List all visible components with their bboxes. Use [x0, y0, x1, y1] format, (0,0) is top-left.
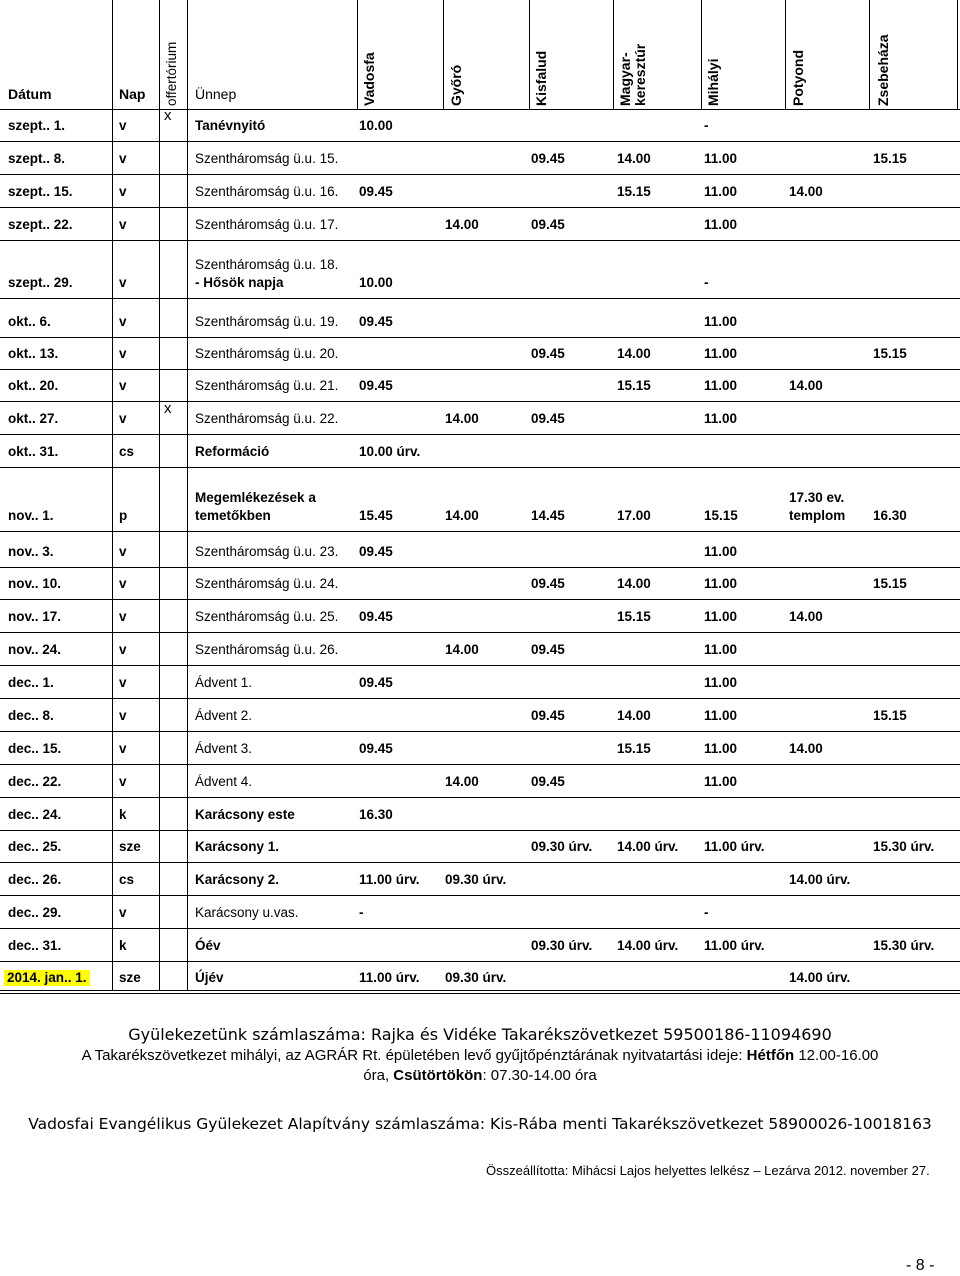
cell-holiday: Karácsony 2. — [195, 872, 280, 887]
cell-gyoro: 09.30 úrv. — [445, 872, 507, 887]
cell-vadosfa: 11.00 úrv. — [359, 970, 420, 985]
cell-holiday: Óév — [195, 938, 221, 953]
cell-holiday: Szentháromság ü.u. 16. — [195, 184, 339, 199]
cell-potyond: 14.00 — [789, 378, 823, 393]
cell-date: okt.. 13. — [8, 346, 59, 361]
cell-potyond: 14.00 — [789, 741, 823, 756]
cell-day: cs — [119, 444, 135, 459]
cell-gyoro: 14.00 — [445, 642, 479, 657]
header-potyond: Potyond — [790, 50, 806, 106]
cell-date: szept.. 29. — [8, 275, 73, 290]
cell-day: v — [119, 708, 127, 723]
cell-holiday: Ádvent 4. — [195, 774, 253, 789]
column-divider — [443, 0, 444, 110]
cell-vadosfa: 09.45 — [359, 544, 393, 559]
cell-holiday: Reformáció — [195, 444, 270, 459]
cell-kisfalud: 09.30 úrv. — [531, 938, 593, 953]
row-divider — [0, 337, 960, 338]
cell-mihalyi: - — [704, 905, 709, 920]
cell-potyond: 14.00 — [789, 609, 823, 624]
cell-date: nov.. 17. — [8, 609, 62, 624]
cell-holiday: Ádvent 1. — [195, 675, 253, 690]
cell-mihalyi: 11.00 — [704, 774, 738, 789]
row-divider — [0, 895, 960, 896]
row-divider — [0, 467, 960, 468]
cell-vadosfa: 16.30 — [359, 807, 393, 822]
cell-gyoro: 14.00 — [445, 217, 479, 232]
cell-holiday: Szentháromság ü.u. 23. — [195, 544, 339, 559]
page-number: - 8 - — [906, 1257, 935, 1274]
row-divider — [0, 599, 960, 600]
cell-gyoro: 14.00 — [445, 508, 479, 523]
cell-day: p — [119, 508, 128, 523]
cell-mihalyi: 11.00 — [704, 184, 738, 199]
cell-holiday: Szentháromság ü.u. 26. — [195, 642, 339, 657]
cell-date: okt.. 20. — [8, 378, 59, 393]
compiled-by: Összeállította: Mihácsi Lajos helyettes lelkész – Lezárva 2012. november 27. — [486, 1163, 930, 1178]
cell-gyoro: 14.00 — [445, 411, 479, 426]
cell-holiday: Ádvent 2. — [195, 708, 253, 723]
account-line-2: Vadosfai Evangélikus Gyülekezet Alapítvány számlaszáma: Kis-Rába menti Takarékszövetkezet 58900026-10018163 — [28, 1115, 932, 1133]
cell-mihalyi: 11.00 úrv. — [704, 938, 765, 953]
cell-potyond-line2: templom — [789, 508, 846, 523]
row-divider — [0, 401, 960, 402]
cell-mihalyi: 11.00 — [704, 576, 738, 591]
cell-kisfalud: 09.45 — [531, 217, 565, 232]
cell-date: dec.. 22. — [8, 774, 62, 789]
row-divider — [0, 862, 960, 863]
cell-day: v — [119, 642, 127, 657]
cell-potyond: 14.00 úrv. — [789, 872, 851, 887]
table-bottom-line — [0, 990, 960, 991]
cell-holiday: Szentháromság ü.u. 18. — [195, 257, 339, 272]
cell-date: szept.. 15. — [8, 184, 73, 199]
cell-date: szept.. 1. — [8, 118, 66, 133]
cell-zsebe: 15.30 úrv. — [873, 839, 935, 854]
cell-vadosfa: 09.45 — [359, 609, 393, 624]
row-divider — [0, 993, 960, 994]
cell-date: okt.. 6. — [8, 314, 51, 329]
row-divider — [0, 830, 960, 831]
header-gyoro: Győró — [448, 64, 464, 106]
cell-holiday: Karácsony 1. — [195, 839, 280, 854]
cell-day: v — [119, 184, 127, 199]
cell-date: nov.. 10. — [8, 576, 62, 591]
cell-zsebe: 15.15 — [873, 708, 907, 723]
cell-day: v — [119, 217, 127, 232]
cell-date: dec.. 8. — [8, 708, 54, 723]
cell-day: sze — [119, 970, 141, 985]
column-divider — [785, 0, 786, 110]
cell-day: v — [119, 576, 127, 591]
cell-magyar: 14.00 — [617, 151, 651, 166]
header-vadosfa: Vadosfa — [361, 52, 377, 106]
cell-magyar: 14.00 úrv. — [617, 938, 679, 953]
cell-zsebe: 15.15 — [873, 346, 907, 361]
row-divider — [0, 632, 960, 633]
cell-date: dec.. 1. — [8, 675, 54, 690]
cell-holiday: Szentháromság ü.u. 21. — [195, 378, 339, 393]
cell-kisfalud: 14.45 — [531, 508, 565, 523]
cell-vadosfa: 10.00 — [359, 118, 393, 133]
row-divider — [0, 531, 960, 532]
cell-vadosfa: 09.45 — [359, 675, 393, 690]
cell-mihalyi: 11.00 — [704, 378, 738, 393]
column-divider — [112, 0, 113, 990]
office-hours-line-1: A Takarékszövetkezet mihályi, az AGRÁR Rt. épületében levő gyűjtőpénztárának nyitvatartási ideje: Hétfőn 12.00-16.00 — [81, 1047, 879, 1064]
column-divider — [869, 0, 870, 110]
cell-zsebe: 16.30 — [873, 508, 907, 523]
cell-day: v — [119, 411, 127, 426]
cell-date: okt.. 31. — [8, 444, 59, 459]
cell-day: v — [119, 609, 127, 624]
cell-date: nov.. 3. — [8, 544, 54, 559]
cell-vadosfa: 10.00 — [359, 275, 393, 290]
header-divider — [0, 109, 960, 110]
cell-mihalyi: 11.00 — [704, 346, 738, 361]
cell-mihalyi: 11.00 — [704, 642, 738, 657]
cell-kisfalud: 09.45 — [531, 708, 565, 723]
cell-day: v — [119, 275, 127, 290]
cell-date: dec.. 24. — [8, 807, 62, 822]
cell-holiday: Szentháromság ü.u. 22. — [195, 411, 339, 426]
cell-zsebe: 15.30 úrv. — [873, 938, 935, 953]
cell-date: szept.. 8. — [8, 151, 66, 166]
row-divider — [0, 698, 960, 699]
cell-magyar: 14.00 — [617, 576, 651, 591]
header-mihalyi: Mihályi — [705, 58, 721, 106]
row-divider — [0, 567, 960, 568]
column-divider — [613, 0, 614, 110]
cell-holiday: Szentháromság ü.u. 24. — [195, 576, 339, 591]
cell-holiday: Ádvent 3. — [195, 741, 253, 756]
row-divider — [0, 434, 960, 435]
cell-magyar: 15.15 — [617, 609, 651, 624]
cell-kisfalud: 09.45 — [531, 346, 565, 361]
row-divider — [0, 665, 960, 666]
row-divider — [0, 240, 960, 241]
header-day: Nap — [119, 86, 146, 102]
cell-date: dec.. 15. — [8, 741, 62, 756]
cell-kisfalud: 09.45 — [531, 151, 565, 166]
cell-off: x — [164, 107, 172, 124]
cell-vadosfa: 09.45 — [359, 314, 393, 329]
account-line-1: Gyülekezetünk számlaszáma: Rajka és Vidéke Takarékszövetkezet 59500186-11094690 — [128, 1025, 832, 1044]
cell-mihalyi: 11.00 úrv. — [704, 839, 765, 854]
cell-magyar: 14.00 — [617, 708, 651, 723]
cell-vadosfa: - — [359, 905, 364, 920]
cell-magyar: 14.00 úrv. — [617, 839, 679, 854]
row-divider — [0, 141, 960, 142]
cell-holiday-line2: temetőkben — [195, 508, 271, 523]
cell-date: okt.. 27. — [8, 411, 59, 426]
cell-mihalyi: 11.00 — [704, 544, 738, 559]
cell-holiday: Megemlékezések a — [195, 490, 316, 505]
cell-date: dec.. 31. — [8, 938, 62, 953]
cell-mihalyi: 11.00 — [704, 151, 738, 166]
cell-magyar: 14.00 — [617, 346, 651, 361]
cell-date: dec.. 26. — [8, 872, 62, 887]
cell-day: k — [119, 807, 127, 822]
cell-mihalyi: 11.00 — [704, 675, 738, 690]
header-date: Dátum — [8, 86, 52, 102]
cell-magyar: 15.15 — [617, 741, 651, 756]
cell-off: x — [164, 400, 172, 417]
office-hours-line-2: óra, Csütörtökön: 07.30-14.00 óra — [363, 1067, 597, 1084]
row-divider — [0, 928, 960, 929]
cell-vadosfa: 11.00 úrv. — [359, 872, 420, 887]
row-divider — [0, 369, 960, 370]
row-divider — [0, 174, 960, 175]
cell-date: dec.. 25. — [8, 839, 62, 854]
cell-kisfalud: 09.45 — [531, 774, 565, 789]
cell-day: v — [119, 741, 127, 756]
cell-vadosfa: 09.45 — [359, 741, 393, 756]
cell-vadosfa: 15.45 — [359, 508, 393, 523]
row-divider — [0, 961, 960, 962]
header-kisfalud: Kisfalud — [533, 50, 549, 106]
cell-holiday: Szentháromság ü.u. 19. — [195, 314, 339, 329]
cell-magyar: 17.00 — [617, 508, 651, 523]
row-divider — [0, 764, 960, 765]
header-magyarkeresztur-2: keresztúr — [632, 43, 648, 106]
cell-day: v — [119, 118, 127, 133]
cell-day: v — [119, 905, 127, 920]
row-divider — [0, 207, 960, 208]
column-divider — [159, 0, 160, 990]
cell-vadosfa: 10.00 úrv. — [359, 444, 421, 459]
cell-date: 2014. jan.. 1. — [4, 970, 90, 986]
column-divider — [529, 0, 530, 110]
cell-magyar: 15.15 — [617, 378, 651, 393]
row-divider — [0, 731, 960, 732]
cell-date: szept.. 22. — [8, 217, 73, 232]
cell-holiday: Újév — [195, 970, 224, 985]
cell-day: v — [119, 346, 127, 361]
cell-kisfalud: 09.45 — [531, 642, 565, 657]
cell-magyar: 15.15 — [617, 184, 651, 199]
cell-holiday: Karácsony este — [195, 807, 295, 822]
cell-zsebe: 15.15 — [873, 151, 907, 166]
cell-kisfalud: 09.30 úrv. — [531, 839, 593, 854]
cell-potyond: 14.00 úrv. — [789, 970, 851, 985]
cell-mihalyi: - — [704, 118, 709, 133]
header-offertory: offertórium — [164, 41, 179, 106]
cell-mihalyi: 11.00 — [704, 741, 738, 756]
cell-vadosfa: 09.45 — [359, 378, 393, 393]
cell-potyond: 17.30 ev. — [789, 490, 845, 505]
cell-day: v — [119, 314, 127, 329]
cell-zsebe: 15.15 — [873, 576, 907, 591]
cell-gyoro: 14.00 — [445, 774, 479, 789]
column-divider — [357, 0, 358, 110]
cell-potyond: 14.00 — [789, 184, 823, 199]
cell-day: sze — [119, 839, 141, 854]
cell-holiday: Karácsony u.vas. — [195, 905, 299, 920]
row-divider — [0, 298, 960, 299]
row-divider — [0, 797, 960, 798]
cell-holiday: Szentháromság ü.u. 25. — [195, 609, 339, 624]
cell-holiday: Szentháromság ü.u. 20. — [195, 346, 339, 361]
cell-date: nov.. 24. — [8, 642, 62, 657]
cell-holiday-line2: - Hősök napja — [195, 275, 284, 290]
column-divider — [187, 0, 188, 990]
cell-holiday: Tanévnyitó — [195, 118, 266, 133]
cell-day: v — [119, 378, 127, 393]
cell-date: dec.. 29. — [8, 905, 62, 920]
cell-day: v — [119, 151, 127, 166]
cell-mihalyi: 15.15 — [704, 508, 738, 523]
cell-mihalyi: 11.00 — [704, 314, 738, 329]
header-magyarkeresztur-1: Magyar- — [617, 52, 633, 106]
cell-holiday: Szentháromság ü.u. 15. — [195, 151, 339, 166]
cell-day: k — [119, 938, 127, 953]
cell-mihalyi: - — [704, 275, 709, 290]
cell-date: nov.. 1. — [8, 508, 54, 523]
cell-holiday: Szentháromság ü.u. 17. — [195, 217, 339, 232]
cell-day: v — [119, 544, 127, 559]
header-zsebehaza: Zsebeháza — [875, 34, 891, 106]
cell-mihalyi: 11.00 — [704, 217, 738, 232]
cell-day: v — [119, 675, 127, 690]
cell-day: cs — [119, 872, 135, 887]
column-divider — [957, 0, 958, 110]
header-holiday: Ünnep — [195, 86, 237, 102]
cell-vadosfa: 09.45 — [359, 184, 393, 199]
cell-day: v — [119, 774, 127, 789]
cell-gyoro: 09.30 úrv. — [445, 970, 507, 985]
cell-mihalyi: 11.00 — [704, 708, 738, 723]
cell-kisfalud: 09.45 — [531, 576, 565, 591]
column-divider — [701, 0, 702, 110]
cell-mihalyi: 11.00 — [704, 609, 738, 624]
cell-mihalyi: 11.00 — [704, 411, 738, 426]
cell-kisfalud: 09.45 — [531, 411, 565, 426]
